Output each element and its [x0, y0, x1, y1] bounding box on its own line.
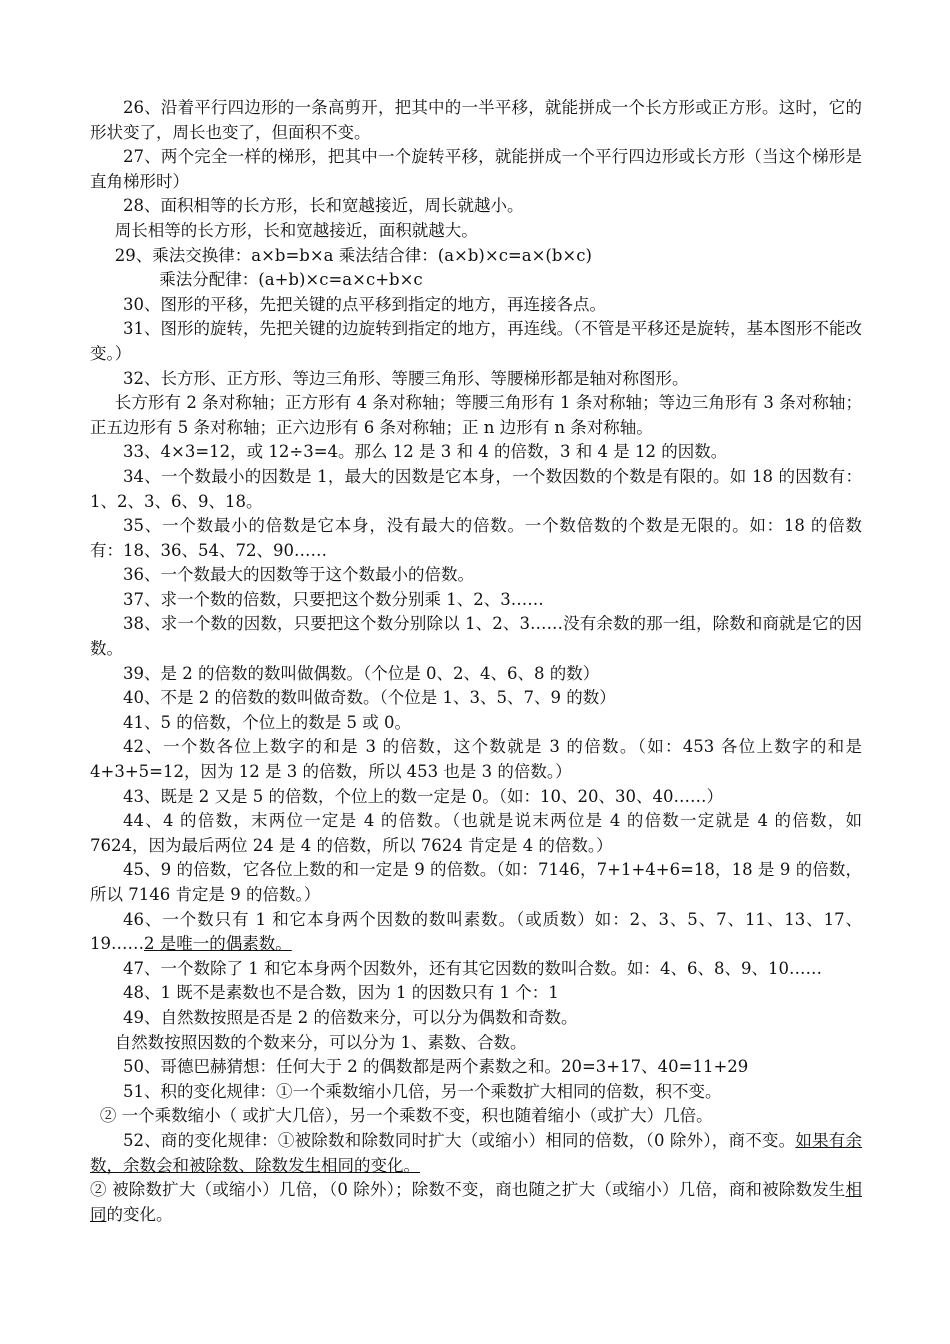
paragraph-42: 42、一个数各位上数字的和是 3 的倍数，这个数就是 3 的倍数。（如：453 各位上数字的和是 4+3+5=12，因为 12 是 3 的倍数，所以 453 也是 3 的倍数。）	[90, 737, 862, 782]
paragraph-36: 36、一个数最大的因数等于这个数最小的倍数。	[123, 565, 474, 585]
paragraph-29a: 29、乘法交换律：a×b=b×a 乘法结合律：(a×b)×c=a×(b×c)	[114, 245, 592, 265]
paragraph-28b: 周长相等的长方形，长和宽越接近，面积就越大。	[114, 220, 478, 240]
paragraph-48: 48、1 既不是素数也不是合数，因为 1 的因数只有 1 个：1	[123, 983, 559, 1003]
paragraph-49a: 49、自然数按照是否是 2 的倍数来分，可以分为偶数和奇数。	[123, 1007, 578, 1027]
paragraph-51b: ② 一个乘数缩小（ 或扩大几倍），另一个乘数不变，积也随着缩小（或扩大）几倍。	[99, 1106, 713, 1126]
paragraph-44: 44、4 的倍数，末两位一定是 4 的倍数。（也就是说末两位是 4 的倍数一定就是 4 的倍数，如 7624，因为最后两位 24 是 4 的倍数，所以 7624 肯定是 4 的倍数。）	[90, 811, 862, 855]
paragraph-52b-text: ② 被除数扩大（或缩小）几倍，（0 除外）；除数不变，商也随之扩大（或缩小）几倍，商和被除数发生	[90, 1180, 846, 1200]
paragraph-52b	[90, 1178, 862, 1227]
paragraph-52a-text: 52、商的变化规律：①被除数和除数同时扩大（或缩小）相同的倍数，（0 除外），商不变。	[123, 1130, 796, 1150]
paragraph-52b-underlined: 相同	[90, 1180, 862, 1224]
paragraph-52a	[90, 1129, 862, 1178]
paragraph-29b: 乘法分配律：(a+b)×c=a×c+b×c	[159, 270, 423, 290]
paragraph-32a: 32、长方形、正方形、等边三角形、等腰三角形、等腰梯形都是轴对称图形。	[123, 368, 689, 388]
paragraph-33: 33、4×3=12，或 12÷3=4。那么 12 是 3 和 4 的倍数，3 和 4 是 12 的因数。	[123, 442, 728, 462]
paragraph-37: 37、求一个数的倍数，只要把这个数分别乘 1、2、3……	[123, 589, 544, 609]
paragraph-43: 43、既是 2 又是 5 的倍数，个位上的数一定是 0。（如：10、20、30、40……）	[123, 786, 723, 806]
paragraph-52a-underlined: 如果有余数，余数会和被除数、除数发生相同的变化。	[90, 1130, 862, 1175]
paragraph-46	[90, 908, 862, 957]
paragraph-46-text: 46、一个数只有 1 和它本身两个因数的数叫素数。（或质数）如：2、3、5、7、11、13、17、19……	[90, 909, 862, 954]
paragraph-46-underlined: 2 是唯一的偶素数。	[144, 934, 292, 954]
paragraph-30: 30、图形的平移，先把关键的点平移到指定的地方，再连接各点。	[123, 294, 606, 314]
paragraph-40: 40、不是 2 的倍数的数叫做奇数。（个位是 1、3、5、7、9 的数）	[123, 688, 616, 708]
paragraph-41: 41、5 的倍数，个位上的数是 5 或 0。	[123, 712, 411, 732]
paragraph-31: 31、图形的旋转，先把关键的边旋转到指定的地方，再连线。（不管是平移还是旋转，基本图形不能改变。）	[90, 319, 862, 363]
paragraph-35: 35、一个数最小的倍数是它本身，没有最大的倍数。一个数倍数的个数是无限的。如：18 的倍数有：18、36、54、72、90……	[90, 516, 862, 560]
paragraph-39: 39、是 2 的倍数的数叫做偶数。（个位是 0、2、4、6、8 的数）	[123, 663, 600, 683]
document-page	[90, 96, 862, 1227]
paragraph-47: 47、一个数除了 1 和它本身两个因数外，还有其它因数的数叫合数。如：4、6、8、9、10……	[123, 958, 822, 978]
paragraph-49b: 自然数按照因数的个数来分，可以分为 1、素数、合数。	[114, 1032, 527, 1052]
paragraph-27: 27、两个完全一样的梯形，把其中一个旋转平移，就能拼成一个平行四边形或长方形（当这个梯形是直角梯形时）	[90, 147, 862, 191]
paragraph-45: 45、9 的倍数，它各位上数的和一定是 9 的倍数。（如：7146，7+1+4+6=18，18 是 9 的倍数，所以 7146 肯定是 9 的倍数。）	[90, 860, 862, 904]
paragraph-38: 38、求一个数的因数，只要把这个数分别除以 1、2、3……没有余数的那一组，除数和商就是它的因数。	[90, 614, 862, 659]
paragraph-28a: 28、面积相等的长方形，长和宽越接近，周长就越小。	[123, 196, 524, 216]
paragraph-34: 34、一个数最小的因数是 1，最大的因数是它本身，一个数因数的个数是有限的。如 18 的因数有：1、2、3、6、9、18。	[90, 466, 862, 511]
paragraph-50: 50、哥德巴赫猜想：任何大于 2 的偶数都是两个素数之和。20=3+17、40=11+29	[123, 1057, 749, 1077]
paragraph-52b-tail: 的变化。	[106, 1204, 173, 1224]
paragraph-26: 26、沿着平行四边形的一条高剪开，把其中的一半平移，就能拼成一个长方形或正方形。这时，它的形状变了，周长也变了，但面积不变。	[90, 98, 862, 142]
paragraph-32b: 长方形有 2 条对称轴；正方形有 4 条对称轴；等腰三角形有 1 条对称轴；等边三角形有 3 条对称轴；正五边形有 5 条对称轴；正六边形有 6 条对称轴；正 n 边形有 n 条对称轴。	[90, 393, 862, 437]
paragraph-51a: 51、积的变化规律：①一个乘数缩小几倍，另一个乘数扩大相同的倍数，积不变。	[123, 1081, 722, 1101]
